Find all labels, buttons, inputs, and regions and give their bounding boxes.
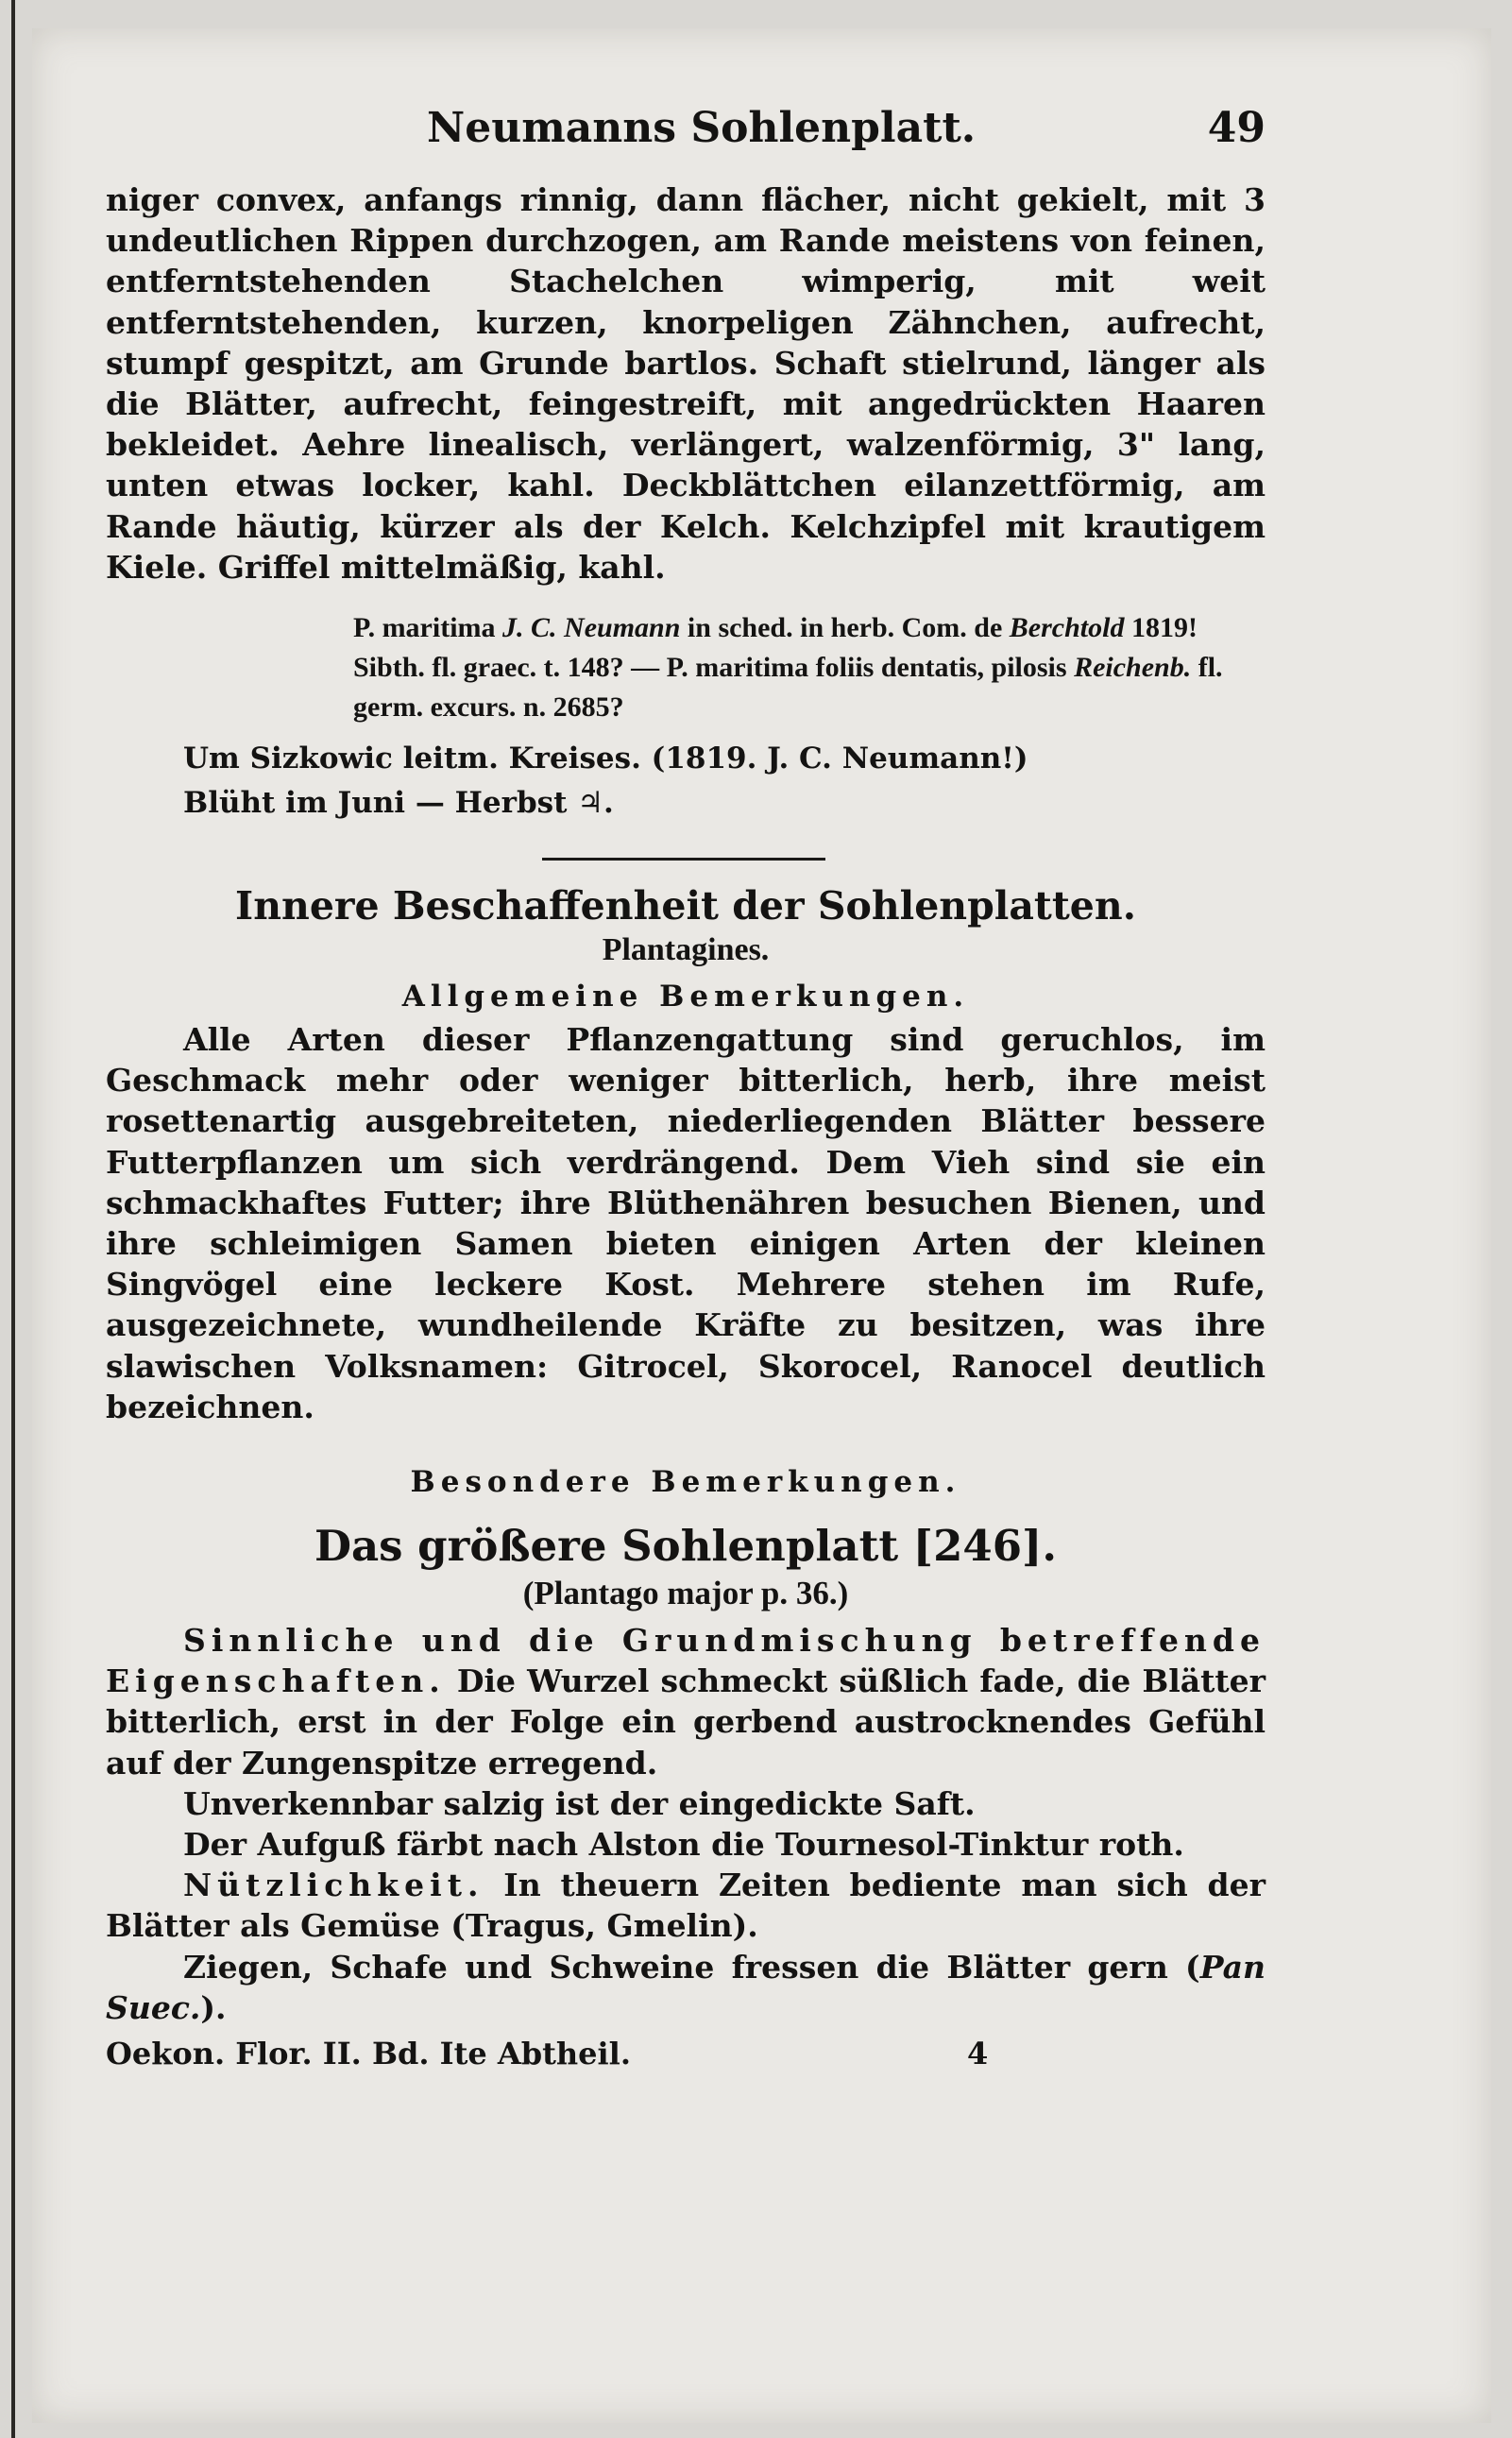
citation-place: Berchtold — [1009, 612, 1125, 644]
sensory-properties-label: Sinnliche und die Grundmischung betreffende Eigenschaften. — [106, 1622, 1266, 1700]
synonymy-citation — [353, 608, 1266, 727]
page-content — [106, 104, 1266, 2083]
citation-part: P. maritima — [353, 612, 503, 644]
page-edge-shadow — [11, 0, 15, 2438]
sensory-properties-paragraph — [106, 1620, 1266, 1783]
usefulness-label: Nützlichkeit. — [183, 1867, 484, 1904]
livestock-text-end: ). — [200, 1988, 227, 2026]
section-heading: Innere Beschaffenheit der Sohlenplatten. — [235, 883, 1136, 929]
section-divider — [542, 858, 825, 861]
livestock-reference: Pan Suec. — [106, 1948, 1266, 2026]
book-signature: Oekon. Flor. II. Bd. Ite Abtheil. — [106, 2036, 631, 2072]
usefulness-text: In theuern Zeiten bediente man sich der Blätter als Gemüse (Tragus, Gmelin). — [106, 1867, 1266, 1945]
general-remarks-heading: Allgemeine Bemerkungen. — [401, 980, 970, 1014]
sensory-properties-text: Die Wurzel schmeckt süßlich fade, die Blätter bitterlich, erst in der Folge ein gerbend austrocknendes Gefühl auf der Zungenspitze erregend. — [106, 1662, 1266, 1782]
page-footer — [106, 2036, 1266, 2083]
species-description: niger convex, anfangs rinnig, dann flächer, nicht gekielt, mit 3 undeutlichen Rippen durchzogen, am Rande meistens von feinen, entferntstehenden Stachelchen wimperig, mit weit entferntstehenden, kurzen, knorpeligen Zähnchen, aufrecht, stumpf gespitzt, am Grunde bartlos. Schaft stielrund, länger als die Blätter, aufrecht, feingestreift, mit angedrückten Haaren bekleidet. Aehre linealisch, verlängert, walzenförmig, 3" lang, unten etwas locker, kahl. Deckblättchen eilanzettförmig, am Rande häutig, kürzer als der Kelch. Kelchzipfel mit krautigem Kiele. Griffel mittelmäßig, kahl. — [106, 181, 1266, 586]
infusion-paragraph: Der Aufguß färbt nach Alston die Tournesol-Tinktur roth. — [183, 1826, 1184, 1864]
species-latin-name: (Plantago major p. 36.) — [522, 1575, 849, 1612]
running-head — [106, 104, 1266, 179]
livestock-text: Ziegen, Schafe und Schweine fressen die Blätter gern ( — [183, 1948, 1200, 1986]
citation-part: in sched. in herb. Com. de — [680, 612, 1010, 644]
section-subheading: Plantagines. — [602, 932, 770, 968]
citation-part: fl. germ. excurs. n. 2685? — [353, 652, 1223, 724]
citation-author: J. C. Neumann — [502, 612, 681, 644]
special-remarks-heading: Besondere Bemerkungen. — [410, 1465, 961, 1500]
citation-part: 1819! Sibth. fl. graec. t. 148? — P. maritima foliis dentatis, pilosis — [353, 612, 1198, 684]
locality-note: Um Sizkowic leitm. Kreises. (1819. J. C. Neumann!) — [183, 742, 1028, 776]
running-title: Neumanns Sohlenplatt. — [427, 104, 977, 152]
livestock-paragraph — [106, 1947, 1266, 2028]
general-remarks-text: Alle Arten dieser Pflanzengattung sind geruchlos, im Geschmack mehr oder weniger bitterlich, herb, ihre meist rosettenartig ausgebreiteten, niederliegenden Blätter bessere Futterpflanzen um sich verdrängend. Dem Vieh sind sie ein schmackhaftes Futter; ihre Blüthenähren besuchen Bienen, und ihre schleimigen Samen bieten einigen Arten der kleinen Singvögel eine leckere Kost. Mehrere stehen im Rufe, ausgezeichnete, wundheilende Kräfte zu besitzen, was ihre slawischen Volksnamen: Gitrocel, Skorocel, Ranocel deutlich bezeichnen. — [106, 1021, 1266, 1425]
species-heading: Das größere Sohlenplatt [246]. — [314, 1521, 1057, 1572]
flowering-time: Blüht im Juni — Herbst ♃. — [183, 786, 614, 821]
citation-reichenbach: Reichenb. — [1074, 652, 1192, 684]
page-number: 49 — [1207, 104, 1266, 152]
usefulness-paragraph — [106, 1865, 1266, 1946]
sap-paragraph: Unverkennbar salzig ist der eingedickte Saft. — [183, 1784, 976, 1822]
sheet-signature-number: 4 — [967, 2036, 989, 2072]
